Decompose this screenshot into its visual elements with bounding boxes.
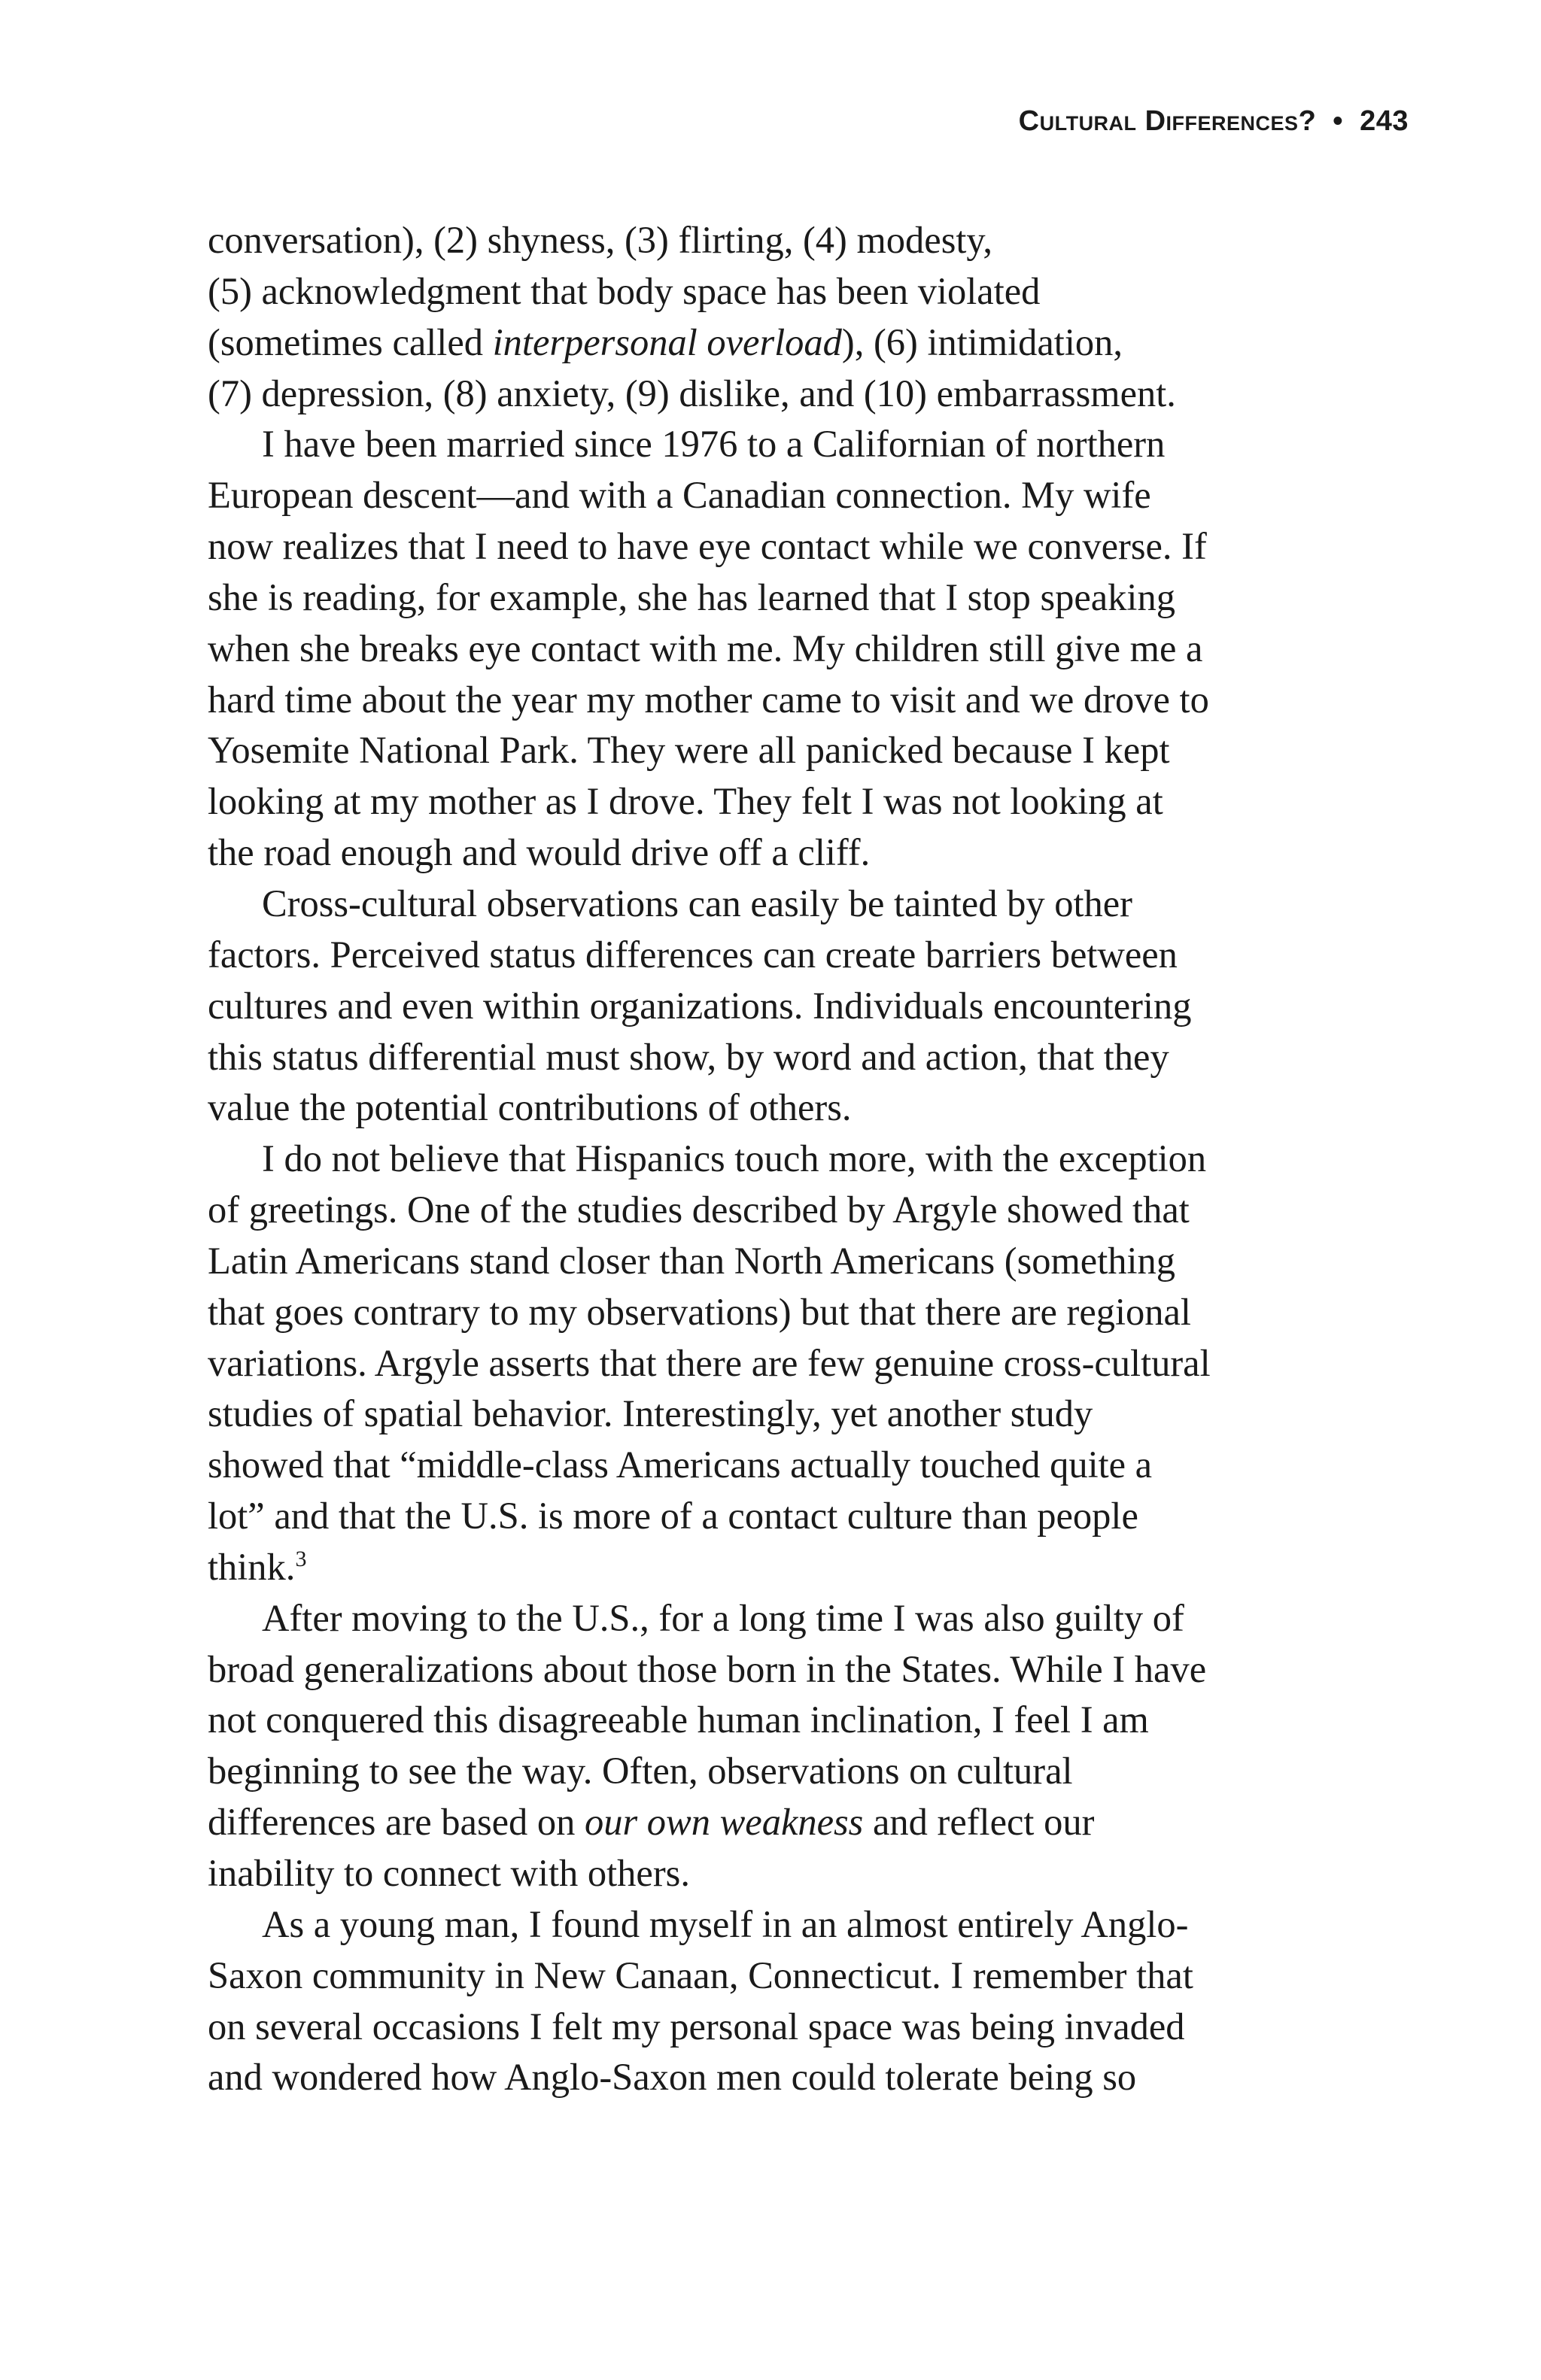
running-title: Cultural Differences?	[1018, 105, 1317, 137]
text-line	[208, 317, 1351, 369]
text-run: think.	[208, 1545, 296, 1588]
text-line	[208, 2002, 1351, 2053]
text-run: hard time about the year my mother came to visit and we drove to	[208, 678, 1209, 721]
text-run: lot” and that the U.S. is more of a contact culture than people	[208, 1495, 1138, 1538]
text-line	[208, 1185, 1351, 1236]
text-line	[208, 470, 1351, 521]
text-run: I have been married since 1976 to a Californian of northern	[262, 423, 1166, 466]
text-line	[208, 1644, 1351, 1695]
text-line	[208, 1236, 1351, 1287]
text-line	[208, 624, 1351, 675]
italic-text: our own weakness	[585, 1801, 864, 1844]
text-run: Yosemite National Park. They were all panicked because I kept	[208, 729, 1170, 772]
text-run: she is reading, for example, she has learned that I stop speaking	[208, 575, 1175, 618]
page-number: 243	[1360, 105, 1409, 137]
italic-text: interpersonal overload	[492, 320, 842, 363]
text-run: differences are based on	[208, 1801, 585, 1844]
text-line	[208, 215, 1351, 266]
text-run: European descent—and with a Canadian connection. My wife	[208, 474, 1151, 517]
text-line	[208, 266, 1351, 317]
text-run: factors. Perceived status differences can create barriers between	[208, 933, 1178, 976]
text-line	[208, 1899, 1351, 1950]
text-line	[208, 2052, 1351, 2103]
text-line	[208, 1797, 1351, 1848]
text-run: broad generalizations about those born in the States. While I have	[208, 1647, 1207, 1690]
text-run: inability to connect with others.	[208, 1852, 690, 1894]
running-head	[1019, 105, 1409, 138]
body-text	[208, 215, 1351, 2103]
text-line	[208, 1746, 1351, 1797]
text-line	[208, 1491, 1351, 1542]
text-line	[208, 1134, 1351, 1185]
text-line	[208, 1389, 1351, 1440]
text-run: on several occasions I felt my personal space was being invaded	[208, 2005, 1185, 2048]
text-line	[208, 930, 1351, 981]
text-run: showed that “middle-class Americans actually touched quite a	[208, 1443, 1153, 1486]
text-run: ), (6) intimidation,	[841, 320, 1123, 363]
text-line	[208, 419, 1351, 470]
text-line	[208, 1848, 1351, 1899]
text-run: (sometimes called	[208, 320, 493, 363]
text-run: the road enough and would drive off a cliff.	[208, 831, 871, 874]
text-line	[208, 1695, 1351, 1746]
header-separator: •	[1333, 105, 1344, 137]
text-run: and wondered how Anglo-Saxon men could tolerate being so	[208, 2056, 1137, 2099]
text-run: this status differential must show, by word and action, that they	[208, 1035, 1169, 1078]
text-run: that goes contrary to my observations) but that there are regional	[208, 1290, 1191, 1333]
text-line	[208, 879, 1351, 930]
text-line	[208, 827, 1351, 879]
text-line	[208, 1032, 1351, 1083]
footnote-marker: 3	[295, 1546, 307, 1571]
text-run: cultures and even within organizations. Individuals encountering	[208, 984, 1192, 1027]
text-line	[208, 981, 1351, 1032]
text-run: As a young man, I found myself in an almost entirely Anglo-	[262, 1902, 1189, 1945]
text-line	[208, 1593, 1351, 1644]
text-line	[208, 1950, 1351, 2002]
text-run: now realizes that I need to have eye contact while we converse. If	[208, 525, 1207, 568]
text-run: looking at my mother as I drove. They felt I was not looking at	[208, 780, 1163, 823]
text-run: not conquered this disagreeable human inclination, I feel I am	[208, 1698, 1149, 1741]
text-run: conversation), (2) shyness, (3) flirting, (4) modesty,	[208, 219, 992, 261]
text-line	[208, 776, 1351, 827]
text-line	[208, 1440, 1351, 1491]
text-line	[208, 521, 1351, 572]
text-line	[208, 1287, 1351, 1338]
text-run: I do not believe that Hispanics touch more, with the exception	[262, 1137, 1207, 1180]
text-run: studies of spatial behavior. Interestingly, yet another study	[208, 1392, 1093, 1435]
text-line	[208, 1338, 1351, 1389]
text-run: After moving to the U.S., for a long time I was also guilty of	[262, 1596, 1184, 1639]
text-run: beginning to see the way. Often, observations on cultural	[208, 1750, 1073, 1793]
text-run: and reflect our	[863, 1801, 1095, 1844]
text-run: (5) acknowledgment that body space has been violated	[208, 269, 1041, 312]
text-line	[208, 675, 1351, 726]
text-line	[208, 572, 1351, 624]
text-line	[208, 725, 1351, 776]
text-run: Latin Americans stand closer than North Americans (something	[208, 1239, 1176, 1282]
text-line	[208, 1082, 1351, 1134]
text-run: Saxon community in New Canaan, Connecticut. I remember that	[208, 1953, 1193, 1996]
text-line	[208, 369, 1351, 420]
text-run: (7) depression, (8) anxiety, (9) dislike, and (10) embarrassment.	[208, 372, 1176, 414]
text-run: of greetings. One of the studies described by Argyle showed that	[208, 1188, 1190, 1231]
text-run: Cross-cultural observations can easily be tainted by other	[262, 882, 1132, 924]
text-run: when she breaks eye contact with me. My children still give me a	[208, 627, 1203, 669]
text-run: value the potential contributions of others.	[208, 1086, 852, 1129]
text-line	[208, 1542, 1351, 1593]
text-run: variations. Argyle asserts that there are few genuine cross-cultural	[208, 1341, 1211, 1384]
